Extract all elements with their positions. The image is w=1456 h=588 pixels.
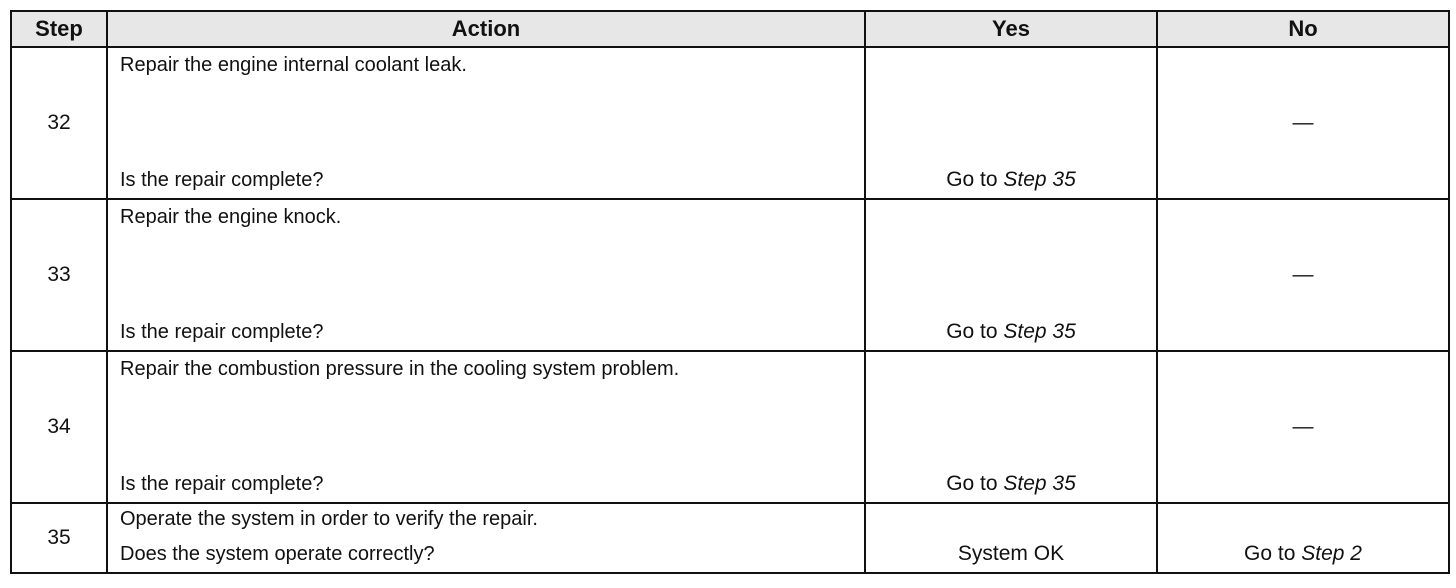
yes-step-link[interactable]: Step 35 — [1003, 168, 1076, 191]
yes-cell — [865, 503, 1157, 573]
yes-cell — [865, 47, 1157, 199]
action-question: Is the repair complete? — [120, 169, 324, 191]
step-number: 35 — [11, 503, 107, 573]
action-text: Repair the engine knock. — [120, 206, 342, 228]
no-prefix: Go to — [1244, 542, 1302, 565]
yes-prefix: Go to — [946, 472, 1004, 495]
action-text: Repair the engine internal coolant leak. — [120, 54, 467, 76]
no-cell — [1157, 503, 1449, 573]
yes-result: System OK — [957, 542, 1065, 565]
header-no: No — [1157, 11, 1449, 47]
table-row — [11, 503, 1449, 573]
yes-prefix: Go to — [946, 168, 1004, 191]
header-row — [11, 11, 1449, 47]
action-cell — [107, 199, 865, 351]
no-cell: — — [1157, 47, 1449, 199]
action-text: Operate the system in order to verify the repair. — [120, 508, 538, 530]
action-cell — [107, 503, 865, 573]
header-yes: Yes — [865, 11, 1157, 47]
yes-step-link[interactable]: Step 35 — [1003, 472, 1076, 495]
no-step-link[interactable]: Step 2 — [1301, 542, 1362, 565]
action-cell — [107, 351, 865, 503]
table-row — [11, 47, 1449, 199]
action-cell — [107, 47, 865, 199]
table-row — [11, 199, 1449, 351]
step-number: 34 — [11, 351, 107, 503]
yes-step-link[interactable]: Step 35 — [1003, 320, 1076, 343]
yes-cell — [865, 351, 1157, 503]
header-step: Step — [11, 11, 107, 47]
no-cell: — — [1157, 199, 1449, 351]
step-number: 32 — [11, 47, 107, 199]
table-row — [11, 351, 1449, 503]
action-question: Does the system operate correctly? — [120, 543, 435, 565]
yes-prefix: Go to — [946, 320, 1004, 343]
action-text: Repair the combustion pressure in the cooling system problem. — [120, 358, 680, 380]
no-cell: — — [1157, 351, 1449, 503]
diagnostic-table — [10, 10, 1450, 574]
header-action: Action — [107, 11, 865, 47]
yes-cell — [865, 199, 1157, 351]
action-question: Is the repair complete? — [120, 473, 324, 495]
step-number: 33 — [11, 199, 107, 351]
action-question: Is the repair complete? — [120, 321, 324, 343]
